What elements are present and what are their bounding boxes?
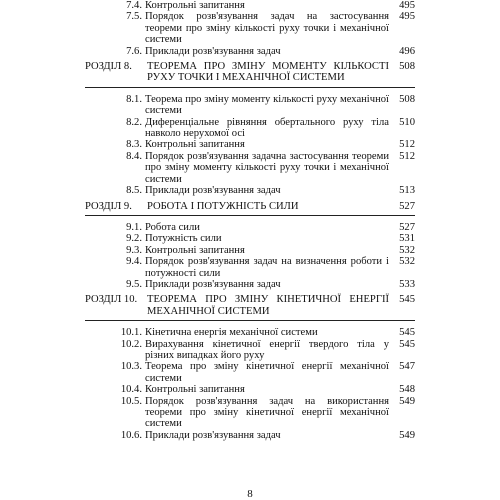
toc-page-number: 532	[399, 244, 415, 256]
toc-item-row	[85, 361, 415, 384]
toc-item-row	[85, 222, 415, 233]
toc-chapter-row	[85, 294, 415, 321]
toc-number: 10.3.	[120, 361, 142, 373]
toc-title: Порядок розв'язування задач на застосування теореми про зміну кількості руху точки і механічної системи	[145, 11, 389, 46]
toc-page-number: 527	[399, 221, 415, 233]
toc-page-number: 512	[399, 150, 415, 162]
toc-page-number: 545	[399, 327, 415, 339]
toc-title: Контрольні запитання	[145, 244, 245, 256]
toc-number: 9.2.	[126, 233, 142, 245]
toc-title: Контрольні запитання	[145, 0, 245, 11]
toc-title: Робота сили	[145, 221, 200, 233]
toc-title: Теорема про зміну моменту кількості руху механічної системи	[145, 93, 389, 117]
toc-chapter-row	[85, 201, 415, 216]
toc-number: 8.1.	[126, 93, 142, 105]
toc-title: Порядок розв'язування задач на визначення роботи і потужності сили	[145, 256, 389, 279]
toc-number: 8.2.	[126, 116, 142, 128]
toc-chapter-row	[85, 61, 415, 88]
toc-page-number: 547	[399, 361, 415, 373]
toc-number: 10.1.	[120, 327, 142, 339]
toc-page-number: 508	[399, 61, 415, 73]
toc-title: Контрольні запитання	[145, 139, 245, 151]
toc-title: Приклади розв'язування задач	[145, 185, 281, 197]
toc-page-number: 549	[399, 395, 415, 407]
toc-title: Приклади розв'язування задач	[145, 429, 281, 441]
toc-number: 10.6.	[120, 429, 142, 441]
toc-title: РОБОТА І ПОТУЖНІСТЬ СИЛИ	[147, 200, 299, 212]
toc-title: Приклади розв'язування задач	[145, 45, 281, 57]
toc-item-row	[85, 339, 415, 362]
toc-number: 9.3.	[126, 244, 142, 256]
toc-item-row	[85, 233, 415, 244]
toc-title: Контрольні запитання	[145, 384, 245, 396]
toc-item-row	[85, 384, 415, 395]
toc-title: Теорема про зміну кінетичної енергії механічної системи	[145, 361, 389, 384]
page-number: 8	[247, 488, 253, 500]
toc-title: Приклади розв'язування задач	[145, 278, 281, 290]
toc-page-number: 495	[399, 0, 415, 11]
toc-page-number: 545	[399, 338, 415, 350]
toc-page-number: 513	[399, 185, 415, 197]
toc-page-number: 496	[399, 45, 415, 57]
toc-item-row	[85, 11, 415, 45]
toc-title: Диференціальне рівняння обертального руху тіла навколо нерухомої осі	[145, 116, 389, 140]
toc-item-row	[85, 94, 415, 117]
toc-number: 10.2.	[120, 338, 142, 350]
toc-item-row	[85, 151, 415, 185]
table-of-contents	[85, 0, 415, 441]
toc-item-row	[85, 185, 415, 196]
toc-number: РОЗДІЛ 9.	[85, 200, 132, 212]
toc-number: 8.4.	[126, 150, 142, 162]
toc-title: Потужність сили	[145, 233, 222, 245]
toc-number: 10.5.	[120, 395, 142, 407]
toc-number: 9.1.	[126, 221, 142, 233]
toc-page-number: 548	[399, 384, 415, 396]
toc-title: ТЕОРЕМА ПРО ЗМІНУ МОМЕНТУ КІЛЬКОСТІ РУХУ ТОЧКИ І МЕХАНІЧНОЇ СИСТЕМИ	[147, 61, 389, 84]
toc-page-number: 508	[399, 93, 415, 105]
toc-title: ТЕОРЕМА ПРО ЗМІНУ КІНЕТИЧНОЇ ЕНЕРГІЇ МЕХАНІЧНОЇ СИСТЕМИ	[147, 294, 389, 317]
toc-number: 8.3.	[126, 139, 142, 151]
toc-number: 8.5.	[126, 185, 142, 197]
toc-number: 9.4.	[126, 256, 142, 268]
toc-title: Порядок розв'язування задач на використання теореми про зміну кінетичної енергії механічної системи	[145, 395, 389, 430]
toc-number: 7.4.	[126, 0, 142, 11]
toc-page-number: 531	[399, 233, 415, 245]
toc-number: 9.5.	[126, 278, 142, 290]
toc-item-row	[85, 245, 415, 256]
toc-page-number: 545	[399, 294, 415, 306]
toc-page-number: 549	[399, 429, 415, 441]
toc-item-row	[85, 327, 415, 338]
toc-item-row	[85, 0, 415, 11]
toc-item-row	[85, 46, 415, 57]
toc-number: 7.5.	[126, 11, 142, 23]
toc-page-number: 495	[399, 11, 415, 23]
toc-page-number: 527	[399, 200, 415, 212]
toc-title: Кінетична енергія механічної системи	[145, 327, 318, 339]
toc-page-number: 533	[399, 278, 415, 290]
toc-number: РОЗДІЛ 10.	[85, 294, 138, 306]
toc-page-number: 512	[399, 139, 415, 151]
toc-item-row	[85, 139, 415, 150]
toc-item-row	[85, 279, 415, 290]
toc-item-row	[85, 430, 415, 441]
toc-number: РОЗДІЛ 8.	[85, 61, 132, 73]
toc-number: 7.6.	[126, 45, 142, 57]
toc-title: Порядок розв'язування задачна застосування теореми про зміну моменту кількості руху точки і механічної системи	[145, 150, 389, 185]
toc-item-row	[85, 396, 415, 430]
toc-page-number: 510	[399, 116, 415, 128]
toc-title: Вирахування кінетичної енергії твердого тіла у різних випадках його руху	[145, 338, 389, 361]
toc-number: 10.4.	[120, 384, 142, 396]
toc-page-number: 532	[399, 256, 415, 268]
toc-item-row	[85, 256, 415, 279]
toc-item-row	[85, 117, 415, 140]
